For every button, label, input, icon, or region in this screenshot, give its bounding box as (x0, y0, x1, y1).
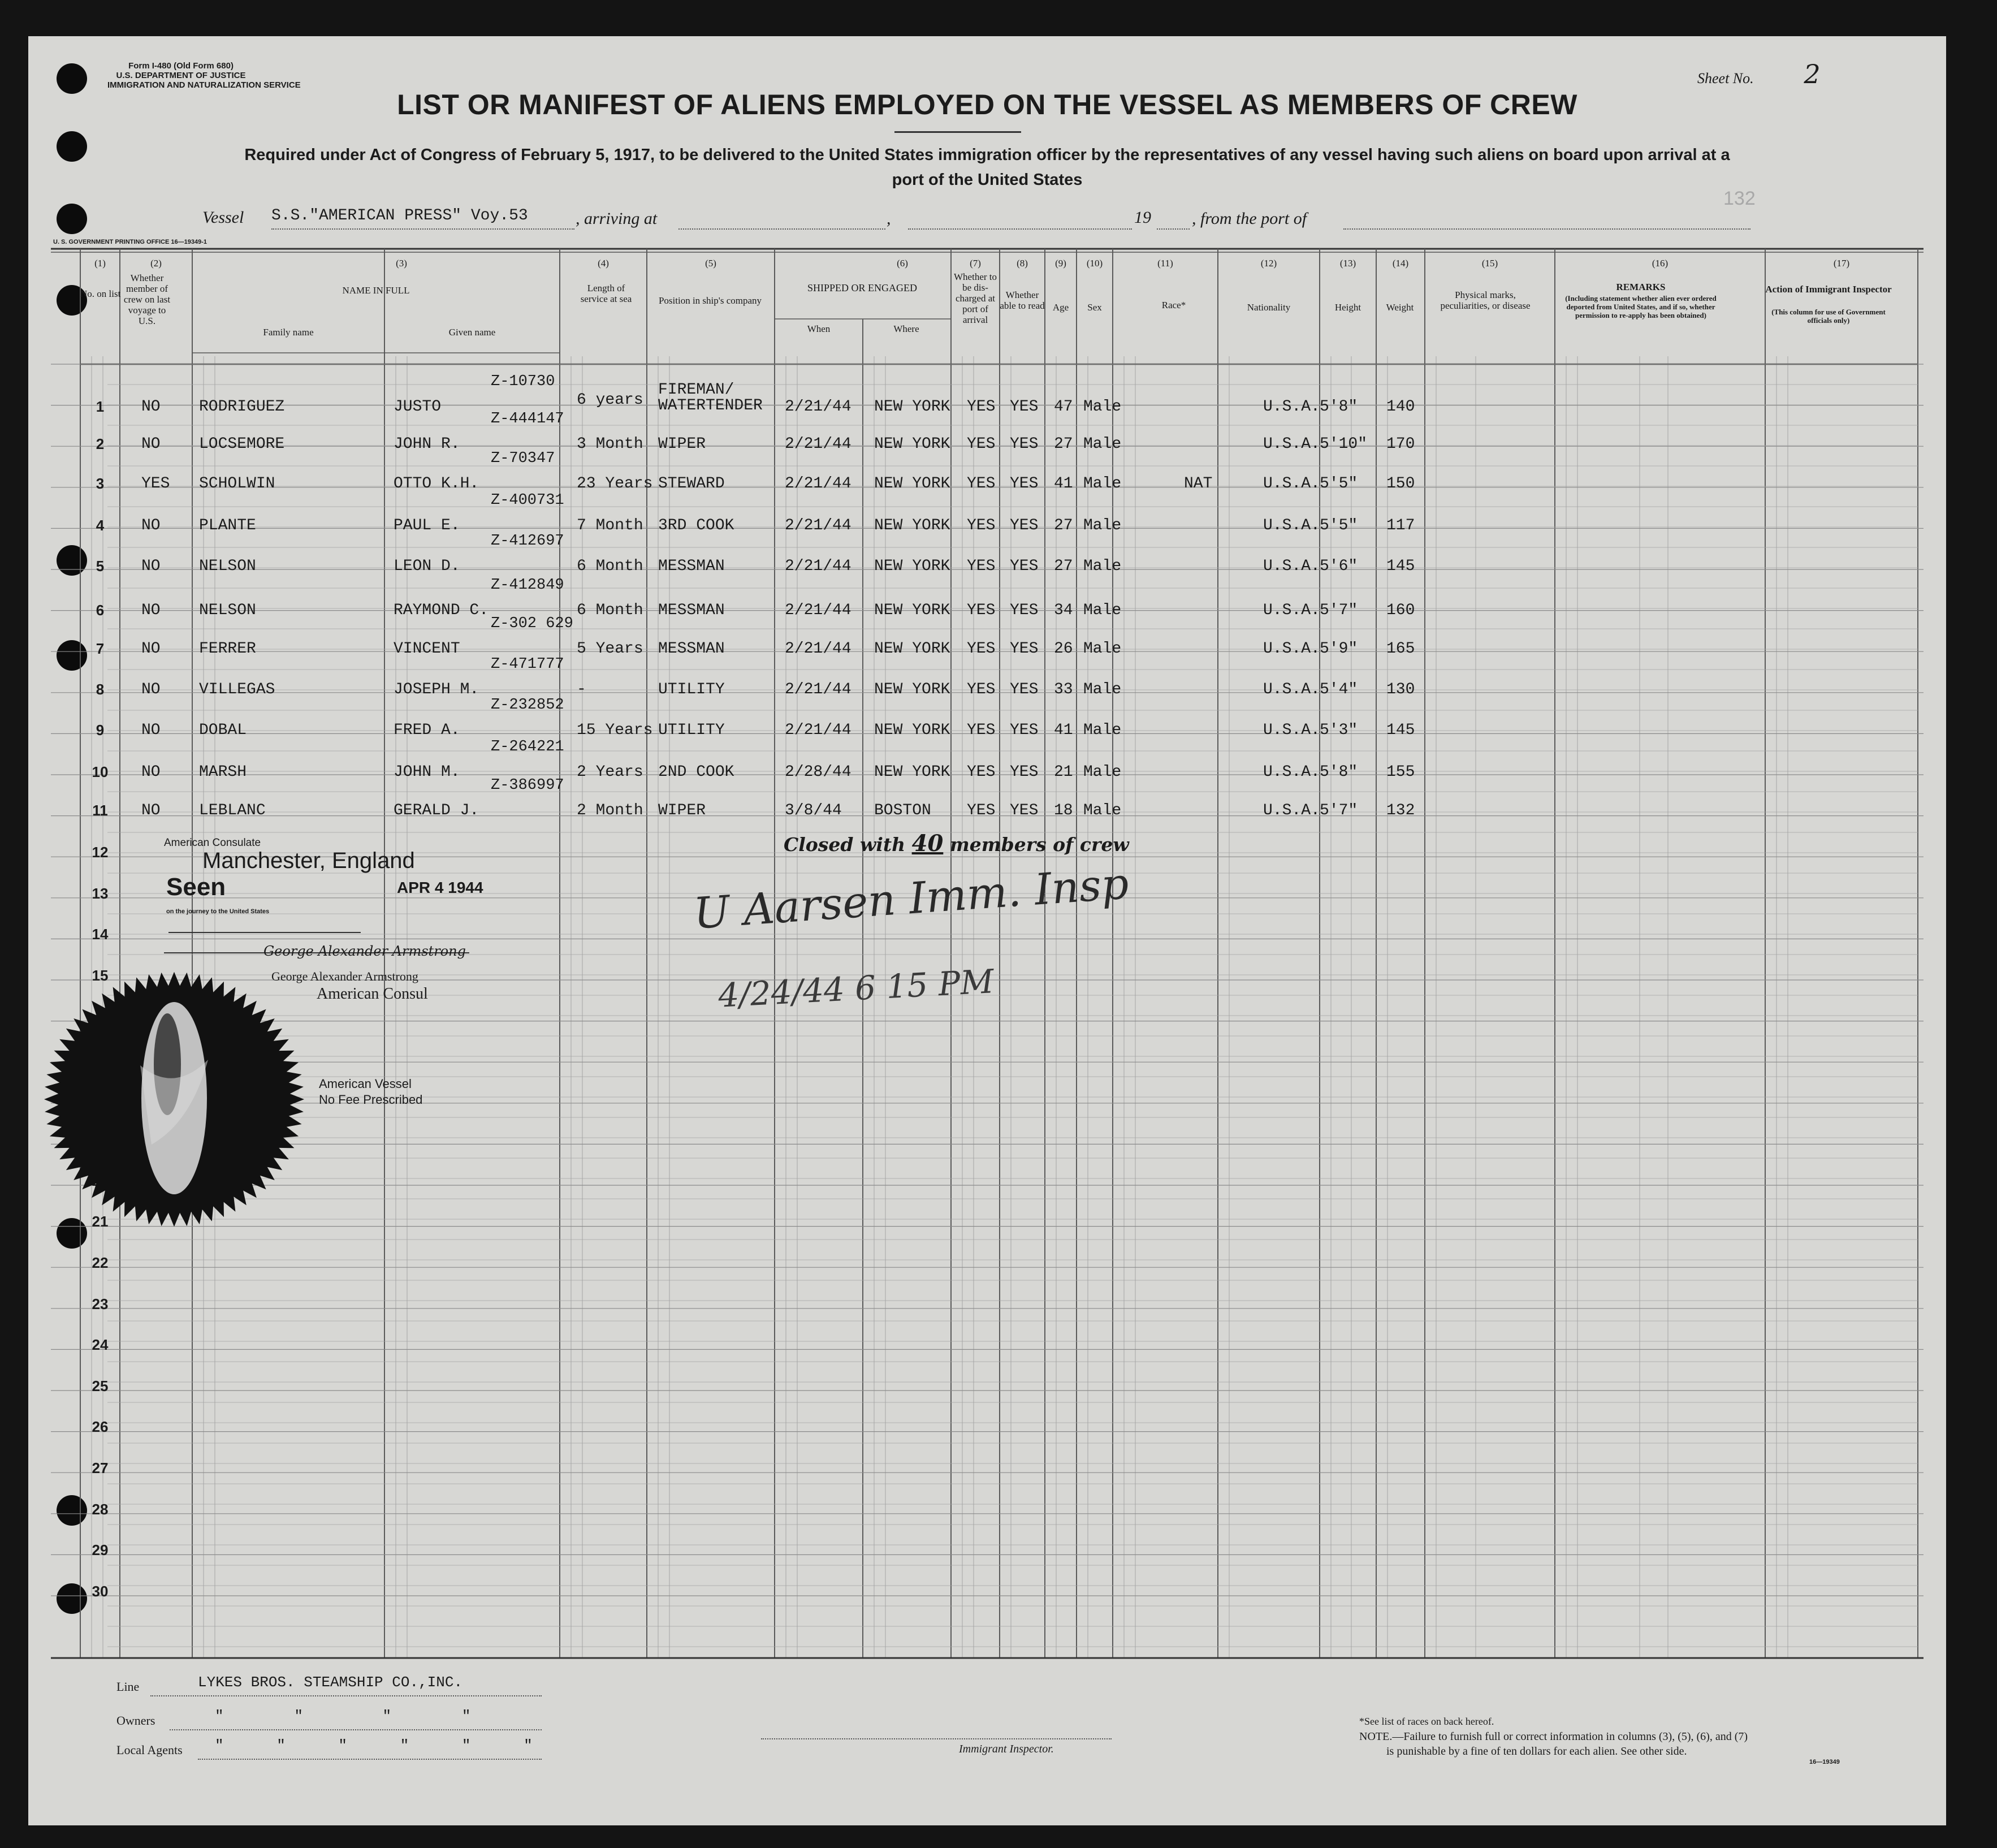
height-cell: 5'8" (1320, 398, 1358, 416)
family-name-cell: VILLEGAS (199, 681, 275, 698)
column-number: (9) (1055, 258, 1066, 269)
position-cell: FIREMAN/ (658, 381, 734, 399)
height-cell: 5'10" (1320, 435, 1368, 453)
position-cell: STEWARD (658, 475, 725, 493)
when-cell: 2/21/44 (785, 435, 851, 453)
header-length-service: Length of service at sea (580, 283, 632, 304)
column-number: (3) (396, 258, 407, 269)
weight-cell: 155 (1386, 763, 1415, 781)
header-discharged: Whether to be dis-charged at port of arrival (954, 271, 997, 325)
service-cell: 23 Years (577, 475, 653, 493)
service-cell: - (577, 681, 586, 698)
position-cell-line2: WATERTENDER (658, 397, 763, 414)
row-number: 10 (92, 763, 109, 780)
given-name-cell: RAYMOND C. (394, 602, 489, 619)
line-value: LYKES BROS. STEAMSHIP CO.,INC. (198, 1674, 463, 1691)
height-cell: 5'3" (1320, 722, 1358, 739)
read-cell: YES (1010, 517, 1039, 534)
z-number: Z-444147 (491, 411, 564, 428)
form-number: Form I-480 (Old Form 680) (128, 61, 234, 71)
member-cell: NO (141, 722, 161, 739)
given-name-cell: OTTO K.H. (394, 475, 479, 493)
row-number: 14 (92, 926, 109, 943)
nationality-cell: U.S.A. (1263, 802, 1320, 819)
row-number: 2 (96, 435, 105, 452)
inspector-date: 4/24/44 6 15 PM (717, 962, 995, 1015)
z-number: Z-302 629 (491, 615, 573, 632)
age-cell: 41 (1054, 722, 1073, 739)
when-cell: 2/21/44 (785, 475, 851, 493)
age-cell: 27 (1054, 558, 1073, 575)
subtitle-line-2: port of the United States (892, 171, 1083, 189)
height-cell: 5'6" (1320, 558, 1358, 575)
header-position: Position in ship's company (658, 295, 762, 306)
year-label: 19 (1134, 208, 1151, 227)
where-cell: NEW YORK (874, 435, 950, 453)
vessel-note-2: No Fee Prescribed (319, 1093, 423, 1107)
discharged-cell: YES (967, 763, 996, 781)
read-cell: YES (1010, 640, 1039, 658)
column-number: (17) (1833, 258, 1850, 269)
row-number: 6 (96, 602, 105, 619)
where-cell: NEW YORK (874, 722, 950, 739)
age-cell: 33 (1054, 681, 1073, 698)
vessel-note-1: American Vessel (319, 1077, 412, 1091)
position-cell: MESSMAN (658, 602, 725, 619)
z-number: Z-10730 (491, 373, 555, 390)
member-cell: YES (141, 475, 170, 493)
service-cell: 2 Month (577, 802, 643, 819)
where-cell: NEW YORK (874, 517, 950, 534)
when-cell: 2/21/44 (785, 398, 851, 416)
arriving-label: , arriving at (576, 209, 658, 228)
subtitle (28, 143, 1946, 192)
given-name-cell: JUSTO (394, 398, 442, 416)
column-number: (7) (970, 258, 981, 269)
given-name-cell: FRED A. (394, 722, 460, 739)
row-number: 7 (96, 640, 105, 657)
discharged-cell: YES (967, 802, 996, 819)
read-cell: YES (1010, 602, 1039, 619)
column-number: (2) (150, 258, 162, 269)
stamp-number: 132 (1723, 188, 1756, 209)
when-cell: 2/21/44 (785, 602, 851, 619)
consular-seal-icon (38, 952, 321, 1246)
where-cell: NEW YORK (874, 681, 950, 698)
read-cell: YES (1010, 681, 1039, 698)
title-rule (894, 131, 1021, 133)
sex-cell: Male (1083, 558, 1122, 575)
header-where: Where (893, 323, 919, 334)
seen-stamp: Seen (166, 873, 226, 901)
header-height: Height (1334, 302, 1361, 313)
when-cell: 2/21/44 (785, 640, 851, 658)
family-name-cell: NELSON (199, 602, 256, 619)
weight-cell: 150 (1386, 475, 1415, 493)
column-number: (11) (1157, 258, 1173, 269)
row-number: 13 (92, 884, 109, 902)
age-cell: 47 (1054, 398, 1073, 416)
row-number: 4 (96, 517, 105, 534)
seen-rule (168, 932, 361, 933)
given-name-cell: JOHN M. (394, 763, 460, 781)
closed-suffix: members of crew (949, 834, 1129, 856)
row-number: 26 (92, 1418, 109, 1436)
printing-office: U. S. GOVERNMENT PRINTING OFFICE 16—19349-1 (53, 239, 208, 245)
header-sex: Sex (1087, 302, 1102, 313)
nationality-cell: U.S.A. (1263, 558, 1320, 575)
nationality-cell: U.S.A. (1263, 602, 1320, 619)
position-cell: WIPER (658, 802, 706, 819)
subtitle-line-1: Required under Act of Congress of February 5, 1917, to be delivered to the United States immigration officer by the representatives of any vessel having such aliens on board upon arrival at a (244, 146, 1730, 164)
when-cell: 2/21/44 (785, 681, 851, 698)
given-name-cell: PAUL E. (394, 517, 460, 534)
header-remarks: REMARKS (1616, 282, 1666, 292)
age-cell: 27 (1054, 517, 1073, 534)
consul-name: George Alexander Armstrong (271, 969, 418, 983)
position-cell: UTILITY (658, 722, 725, 739)
discharged-cell: YES (967, 398, 996, 416)
age-cell: 34 (1054, 602, 1073, 619)
family-name-cell: LOCSEMORE (199, 435, 285, 453)
member-cell: NO (141, 640, 161, 658)
column-number: (14) (1392, 258, 1409, 269)
sex-cell: Male (1083, 681, 1122, 698)
nationality-cell: U.S.A. (1263, 763, 1320, 781)
height-cell: 5'9" (1320, 640, 1358, 658)
consulate-city: Manchester, England (202, 848, 415, 873)
sex-cell: Male (1083, 802, 1122, 819)
when-cell: 2/28/44 (785, 763, 851, 781)
when-cell: 2/21/44 (785, 722, 851, 739)
family-name-cell: RODRIGUEZ (199, 398, 285, 416)
row-number: 8 (96, 681, 105, 698)
family-name-cell: FERRER (199, 640, 256, 658)
date-dots (908, 228, 1132, 230)
owners-value: " " " " (215, 1708, 471, 1725)
member-cell: NO (141, 802, 161, 819)
row-number: 29 (92, 1542, 109, 1559)
nationality-cell: U.S.A. (1263, 475, 1320, 493)
row-number: 21 (92, 1213, 109, 1230)
discharged-cell: YES (967, 722, 996, 739)
header-given-name: Given name (448, 327, 496, 338)
when-cell: 3/8/44 (785, 802, 842, 819)
inspector-dots (761, 1738, 1112, 1739)
read-cell: YES (1010, 558, 1039, 575)
header-nationality: Nationality (1247, 302, 1291, 313)
age-cell: 18 (1054, 802, 1073, 819)
nationality-cell: U.S.A. (1263, 517, 1320, 534)
z-number: Z-386997 (491, 777, 564, 794)
row-number: 30 (92, 1582, 109, 1600)
weight-cell: 170 (1386, 435, 1415, 453)
consul-signature: George Alexander Armstrong (263, 943, 466, 959)
seen-date: APR 4 1944 (397, 879, 483, 896)
row-number: 15 (92, 966, 109, 984)
service-cell: 7 Month (577, 517, 643, 534)
discharged-cell: YES (967, 681, 996, 698)
from-port-label: , from the port of (1192, 209, 1307, 228)
manifest-sheet (28, 36, 1946, 1825)
member-cell: NO (141, 681, 161, 698)
header-weight: Weight (1386, 302, 1414, 313)
weight-cell: 117 (1386, 517, 1415, 534)
header-action: Action of Immigrant Inspector (1765, 284, 1892, 295)
sex-cell: Male (1083, 435, 1122, 453)
seen-journey: on the journey to the United States (166, 908, 270, 915)
nationality-cell: U.S.A. (1263, 640, 1320, 658)
z-number: Z-264221 (491, 739, 564, 755)
nationality-cell: U.S.A. (1263, 681, 1320, 698)
member-cell: NO (141, 763, 161, 781)
header-age: Age (1052, 302, 1069, 313)
sex-cell: Male (1083, 475, 1122, 493)
header-physical: Physical marks, peculiarities, or disease (1440, 290, 1531, 311)
where-cell: NEW YORK (874, 558, 950, 575)
sex-cell: Male (1083, 602, 1122, 619)
closed-prefix: Closed with (784, 834, 906, 856)
closed-count: 40 (911, 830, 944, 857)
service-cell: 2 Years (577, 763, 643, 781)
discharged-cell: YES (967, 640, 996, 658)
read-cell: YES (1010, 435, 1039, 453)
discharged-cell: YES (967, 435, 996, 453)
read-cell: YES (1010, 398, 1039, 416)
service-name: IMMIGRATION AND NATURALIZATION SERVICE (107, 80, 301, 90)
row-number: 3 (96, 475, 105, 492)
position-cell: 2ND COOK (658, 763, 734, 781)
closed-with-note (784, 830, 1129, 857)
where-cell: NEW YORK (874, 398, 950, 416)
row-number: 1 (96, 398, 105, 415)
form-code: 16—19349 (1809, 1759, 1840, 1765)
discharged-cell: YES (967, 558, 996, 575)
where-cell: NEW YORK (874, 640, 950, 658)
member-cell: NO (141, 517, 161, 534)
line-dots (150, 1695, 542, 1696)
where-cell: NEW YORK (874, 602, 950, 619)
z-number: Z-232852 (491, 697, 564, 714)
family-name-cell: MARSH (199, 763, 247, 781)
discharged-cell: YES (967, 602, 996, 619)
sex-cell: Male (1083, 517, 1122, 534)
department-name: U.S. DEPARTMENT OF JUSTICE (116, 71, 246, 80)
z-number: Z-70347 (491, 450, 555, 467)
read-cell: YES (1010, 802, 1039, 819)
column-number: (15) (1481, 258, 1498, 269)
owners-dots (170, 1729, 542, 1730)
position-cell: MESSMAN (658, 558, 725, 575)
header-remarks-note: (Including statement whether alien ever ordered deported from United States, and if so, whether permission to re-apply has been obtained) (1565, 294, 1717, 319)
inspector-label: Immigrant Inspector. (959, 1743, 1054, 1755)
header-able-read: Whether able to read (1000, 290, 1045, 311)
comma: , (887, 209, 891, 228)
service-cell: 15 Years (577, 722, 653, 739)
sex-cell: Male (1083, 640, 1122, 658)
z-number: Z-412849 (491, 577, 564, 594)
z-number: Z-471777 (491, 656, 564, 673)
age-cell: 26 (1054, 640, 1073, 658)
column-number: (10) (1086, 258, 1103, 269)
age-cell: 21 (1054, 763, 1073, 781)
family-name-cell: PLANTE (199, 517, 256, 534)
row-number: 12 (92, 844, 109, 861)
page-title: LIST OR MANIFEST OF ALIENS EMPLOYED ON THE VESSEL AS MEMBERS OF CREW (397, 89, 1577, 120)
where-cell: NEW YORK (874, 475, 950, 493)
given-name-cell: JOSEPH M. (394, 681, 479, 698)
sheet-no-value: 2 (1804, 59, 1821, 89)
service-cell: 6 Month (577, 558, 643, 575)
row-number: 25 (92, 1377, 109, 1394)
weight-cell: 132 (1386, 802, 1415, 819)
where-cell: BOSTON (874, 802, 931, 819)
weight-cell: 145 (1386, 722, 1415, 739)
header-shipped: SHIPPED OR ENGAGED (807, 282, 917, 293)
row-number: 11 (92, 802, 108, 819)
footnote-penalty: NOTE.—Failure to furnish full or correct information in columns (3), (5), (6), and (7) (1359, 1730, 1748, 1743)
where-cell: NEW YORK (874, 763, 950, 781)
discharged-cell: YES (967, 475, 996, 493)
z-number: Z-412697 (491, 533, 564, 550)
family-name-cell: NELSON (199, 558, 256, 575)
footnote-races: *See list of races on back hereof. (1359, 1716, 1494, 1727)
row-number: 5 (96, 558, 105, 575)
agents-dots (198, 1759, 542, 1760)
sex-cell: Male (1083, 722, 1122, 739)
position-cell: WIPER (658, 435, 706, 453)
age-cell: 27 (1054, 435, 1073, 453)
row-number: 27 (92, 1460, 109, 1476)
header-when: When (807, 323, 831, 334)
header-race: Race* (1161, 300, 1186, 310)
given-name-cell: VINCENT (394, 640, 460, 658)
vessel-label: Vessel (202, 208, 244, 227)
service-cell: 3 Month (577, 435, 643, 453)
header-no-on-list: No. on list (80, 288, 121, 299)
sex-cell: Male (1083, 763, 1122, 781)
weight-cell: 165 (1386, 640, 1415, 658)
vessel-dots (271, 228, 574, 230)
column-number: (1) (94, 258, 106, 269)
sheet-no-label: Sheet No. (1697, 70, 1754, 87)
header-name-in-full: NAME IN FULL (342, 285, 410, 296)
year-dots (1157, 228, 1190, 230)
height-cell: 5'7" (1320, 602, 1358, 619)
owners-label: Owners (116, 1713, 155, 1728)
form-id (107, 61, 301, 90)
weight-cell: 160 (1386, 602, 1415, 619)
column-number: (13) (1339, 258, 1356, 269)
footnote-penalty-2: is punishable by a fine of ten dollars for each alien. See other side. (1386, 1745, 1687, 1758)
line-label: Line (116, 1679, 140, 1694)
z-number: Z-400731 (491, 492, 564, 509)
row-number: 28 (92, 1500, 109, 1518)
arriving-dots (678, 228, 885, 230)
column-number: (16) (1652, 258, 1669, 269)
weight-cell: 140 (1386, 398, 1415, 416)
member-cell: NO (141, 435, 161, 453)
discharged-cell: YES (967, 517, 996, 534)
position-cell: 3RD COOK (658, 517, 734, 534)
consul-title: American Consul (317, 985, 428, 1003)
weight-cell: 130 (1386, 681, 1415, 698)
family-name-cell: DOBAL (199, 722, 247, 739)
vessel-value: S.S."AMERICAN PRESS" Voy.53 (271, 207, 528, 224)
position-cell: UTILITY (658, 681, 725, 698)
row-number: 22 (92, 1254, 109, 1271)
column-number: (12) (1260, 258, 1277, 269)
position-cell: MESSMAN (658, 640, 725, 658)
race-cell: NAT (1184, 475, 1213, 493)
height-cell: 5'7" (1320, 802, 1358, 819)
given-name-cell: LEON D. (394, 558, 460, 575)
given-name-cell: JOHN R. (394, 435, 460, 453)
agents-label: Local Agents (116, 1743, 183, 1757)
height-cell: 5'4" (1320, 681, 1358, 698)
height-cell: 5'8" (1320, 763, 1358, 781)
member-cell: NO (141, 398, 161, 416)
when-cell: 2/21/44 (785, 517, 851, 534)
column-number: (8) (1017, 258, 1028, 269)
row-number: 9 (96, 722, 105, 739)
member-cell: NO (141, 558, 161, 575)
read-cell: YES (1010, 475, 1039, 493)
weight-cell: 145 (1386, 558, 1415, 575)
read-cell: YES (1010, 763, 1039, 781)
inspector-signature: U Aarsen Imm. Insp (691, 858, 1131, 939)
service-cell: 5 Years (577, 640, 643, 658)
height-cell: 5'5" (1320, 517, 1358, 534)
consulate-label: American Consulate (164, 837, 261, 849)
column-number: (4) (598, 258, 609, 269)
port-dots (1343, 228, 1750, 230)
nationality-cell: U.S.A. (1263, 398, 1320, 416)
header-family-name: Family name (263, 327, 314, 338)
row-number: 24 (92, 1336, 109, 1354)
row-number: 23 (92, 1295, 109, 1312)
nationality-cell: U.S.A. (1263, 435, 1320, 453)
member-cell: NO (141, 602, 161, 619)
agents-value: " " " " " " (215, 1737, 533, 1754)
family-name-cell: LEBLANC (199, 802, 266, 819)
read-cell: YES (1010, 722, 1039, 739)
nationality-cell: U.S.A. (1263, 722, 1320, 739)
given-name-cell: GERALD J. (394, 802, 479, 819)
when-cell: 2/21/44 (785, 558, 851, 575)
sex-cell: Male (1083, 398, 1122, 416)
height-cell: 5'5" (1320, 475, 1358, 493)
column-number: (5) (705, 258, 716, 269)
column-number: (6) (897, 258, 908, 269)
header-action-note: (This column for use of Government officials only) (1771, 308, 1886, 325)
age-cell: 41 (1054, 475, 1073, 493)
family-name-cell: SCHOLWIN (199, 475, 275, 493)
header-member: Whether member of crew on last voyage to U.S. (123, 273, 171, 326)
service-cell: 6 years (577, 391, 643, 409)
service-cell: 6 Month (577, 602, 643, 619)
